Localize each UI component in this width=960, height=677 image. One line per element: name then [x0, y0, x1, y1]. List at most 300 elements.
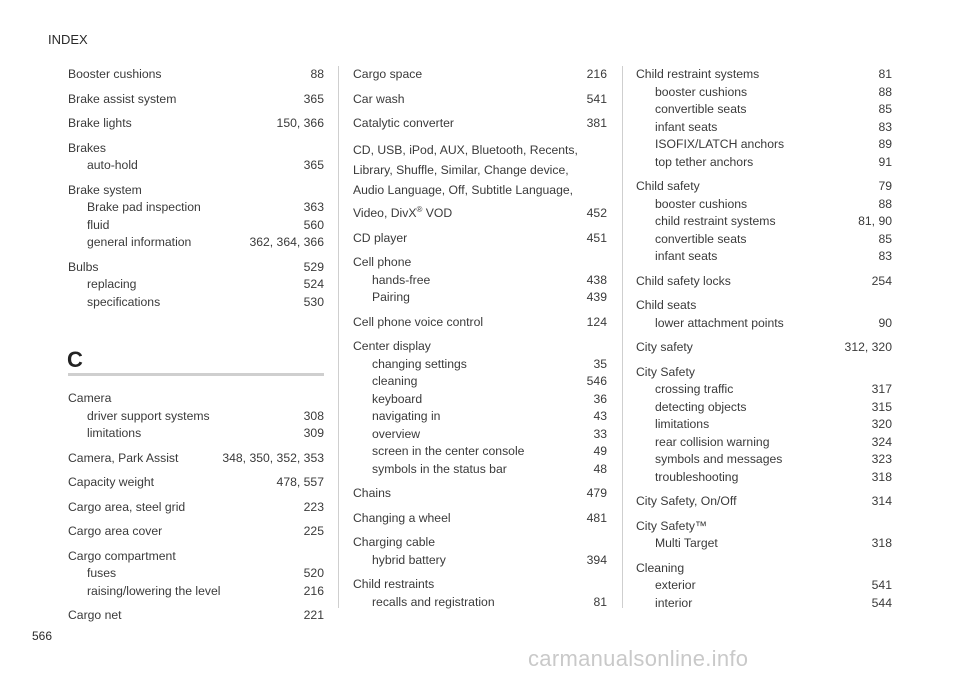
- entry-term: [68, 182, 142, 200]
- index-entry-row: [636, 518, 892, 536]
- subentry-term: [655, 577, 696, 595]
- index-entry: [68, 66, 324, 84]
- term-text: limitations: [87, 426, 142, 440]
- index-subentry: [353, 408, 607, 426]
- page-reference: 48: [593, 461, 607, 476]
- page-reference: 529: [303, 259, 324, 274]
- subentry-term: [372, 272, 430, 290]
- index-entry: [68, 115, 324, 133]
- page-reference: 81, 90: [858, 214, 892, 228]
- term-text: Camera: [68, 391, 112, 405]
- page-reference: 216: [303, 583, 324, 598]
- subentry-term: [655, 136, 784, 154]
- entry-term: [68, 259, 99, 277]
- index-entry-row: [68, 474, 324, 492]
- entry-term: [68, 115, 132, 133]
- subentry-term: [655, 469, 738, 487]
- entry-term: [68, 499, 185, 517]
- index-entry-row: [636, 493, 892, 511]
- index-entry: [353, 140, 607, 223]
- term-text: Child safety locks: [636, 273, 731, 288]
- entry-term: [353, 338, 431, 356]
- index-entry-row: [353, 91, 607, 109]
- term-text: Bulbs: [68, 259, 99, 274]
- term-text: Child safety: [636, 179, 700, 193]
- index-subentry: [68, 565, 324, 583]
- term-text: City Safety: [636, 364, 695, 379]
- index-entry: [68, 499, 324, 517]
- entry-term: [636, 273, 731, 291]
- term-text: Car wash: [353, 91, 405, 106]
- index-entry: [353, 66, 607, 84]
- subentry-term: [655, 154, 753, 172]
- entry-term: [636, 66, 759, 84]
- index-subentry: [353, 426, 607, 444]
- index-entry: [636, 339, 892, 357]
- term-text: raising/lowering the level: [87, 583, 221, 598]
- page-reference: 223: [303, 499, 324, 514]
- term-text: fuses: [87, 566, 117, 580]
- index-subentry: [636, 101, 892, 119]
- index-subentry: [636, 381, 892, 399]
- term-text: top tether anchors: [655, 154, 754, 169]
- entry-term: [636, 178, 700, 196]
- page-reference: 479: [586, 486, 607, 501]
- page-reference: 439: [586, 290, 607, 305]
- page-reference: 79: [878, 179, 892, 193]
- entry-term: [636, 364, 695, 382]
- entry-term: [68, 66, 162, 84]
- page-reference: 318: [871, 469, 892, 484]
- index-subentry: [68, 425, 324, 443]
- subentry-term: [372, 373, 417, 391]
- entry-term: [353, 576, 434, 594]
- term-text: replacing: [87, 277, 137, 291]
- term-text: Child seats: [636, 298, 697, 312]
- page-reference: 83: [878, 249, 892, 263]
- index-subentry: [68, 217, 324, 235]
- page-reference: 324: [871, 434, 892, 449]
- term-text: Brake assist system: [68, 91, 177, 106]
- page-reference: 323: [871, 452, 892, 466]
- term-text: Charging cable: [353, 535, 435, 550]
- index-entry-row: [68, 548, 324, 566]
- subentry-term: [372, 289, 410, 307]
- page-reference: 91: [878, 154, 892, 169]
- page-reference: 43: [593, 409, 607, 424]
- entry-term: [636, 493, 736, 511]
- page-reference: 320: [871, 417, 892, 431]
- index-subentry: [636, 119, 892, 137]
- term-text: cleaning: [372, 374, 418, 389]
- index-entry-row: [353, 338, 607, 356]
- term-text: changing settings: [372, 356, 467, 371]
- subentry-term: [372, 552, 446, 570]
- page-reference: 314: [871, 494, 892, 508]
- index-entry-row: [68, 259, 324, 277]
- entries-c-2: [353, 66, 607, 611]
- index-entry: [636, 560, 892, 613]
- subentry-term: [655, 399, 746, 417]
- page-reference: 315: [871, 399, 892, 414]
- index-entry: [68, 140, 324, 175]
- page-reference: 89: [878, 137, 892, 151]
- subentry-term: [655, 248, 717, 266]
- subentry-term: [87, 565, 116, 583]
- page-reference: 225: [303, 524, 324, 538]
- page-number: 566: [32, 629, 53, 643]
- index-entry-row: [353, 254, 607, 272]
- term-text: Camera, Park Assist: [68, 450, 179, 465]
- page-reference: 88: [878, 196, 892, 211]
- index-entry-row: [636, 297, 892, 315]
- page-reference: 365: [303, 91, 324, 106]
- term-text: symbols in the status bar: [372, 461, 507, 476]
- index-entry: [636, 518, 892, 553]
- subentry-term: [372, 443, 524, 461]
- term-text: recalls and registration: [372, 594, 495, 609]
- index-subentry: [636, 434, 892, 452]
- subentry-term: [655, 381, 733, 399]
- index-subentry: [636, 84, 892, 102]
- index-subentry: [636, 535, 892, 553]
- term-text: Cell phone: [353, 255, 412, 270]
- index-entry-row: [353, 534, 607, 552]
- subentry-term: [87, 217, 109, 235]
- index-subentry: [68, 583, 324, 601]
- index-entry: [636, 493, 892, 511]
- term-text: screen in the center console: [372, 444, 525, 459]
- page-reference: 452: [586, 205, 607, 220]
- index-subentry: [353, 461, 607, 479]
- term-text: symbols and messages: [655, 452, 783, 466]
- index-subentry: [636, 248, 892, 266]
- page-reference: 88: [878, 84, 892, 99]
- subentry-term: [372, 594, 495, 612]
- subentry-term: [655, 101, 746, 119]
- term-text: Chains: [353, 486, 391, 501]
- page-reference: 36: [593, 391, 607, 406]
- term-text: Brakes: [68, 140, 106, 155]
- subentry-term: [655, 196, 747, 214]
- index-entry-row: [68, 523, 324, 541]
- page-reference: 520: [303, 566, 324, 580]
- term-text: driver support systems: [87, 408, 210, 423]
- entry-term: [68, 548, 176, 566]
- entry-term: [353, 66, 422, 84]
- index-entry-row: [353, 576, 607, 594]
- term-text: Capacity weight: [68, 475, 155, 489]
- index-entry: [353, 338, 607, 478]
- page-reference: 254: [871, 273, 892, 288]
- subentry-term: [87, 199, 201, 217]
- index-entry: [353, 230, 607, 248]
- page-reference: 150, 366: [276, 116, 324, 130]
- entry-term: [68, 474, 154, 492]
- index-subentry: [353, 443, 607, 461]
- index-subentry: [636, 469, 892, 487]
- index-entry: [353, 534, 607, 569]
- index-entry-row: [68, 499, 324, 517]
- term-text: CD, USB, iPod, AUX, Bluetooth, Recents, Library, Shuffle, Similar, Change device, Audio Language, Off, Subtitle Language, Video, DivX: [353, 142, 578, 220]
- index-entry-row: [353, 314, 607, 332]
- index-subentry: [353, 272, 607, 290]
- subentry-term: [372, 391, 422, 409]
- index-entry: [68, 548, 324, 601]
- subentry-term: [655, 595, 692, 613]
- letter-section-header: [68, 349, 324, 376]
- subentry-term: [372, 426, 420, 444]
- page-reference: 317: [871, 382, 892, 396]
- page-reference: 318: [871, 536, 892, 550]
- index-column-2: [353, 66, 607, 618]
- entry-term: [353, 510, 451, 528]
- index-subentry: [636, 595, 892, 613]
- subentry-term: [655, 535, 718, 553]
- entry-term: [68, 91, 176, 109]
- page-reference: 216: [586, 67, 607, 81]
- term-text: convertible seats: [655, 231, 747, 246]
- term-text: Changing a wheel: [353, 510, 451, 525]
- term-text: navigating in: [372, 409, 441, 424]
- entry-term: [68, 607, 122, 625]
- subentry-term: [87, 294, 160, 312]
- entry-term: [353, 230, 407, 248]
- index-entry-row: [68, 115, 324, 133]
- index-entry-row: [636, 273, 892, 291]
- index-subentry: [68, 199, 324, 217]
- index-entry-row: [353, 115, 607, 133]
- term-text: Cargo net: [68, 608, 122, 622]
- page-reference: 544: [871, 595, 892, 610]
- page-reference: 83: [878, 119, 892, 134]
- index-subentry: [636, 231, 892, 249]
- entry-term: [68, 390, 111, 408]
- subentry-term: [87, 425, 141, 443]
- index-subentry: [353, 356, 607, 374]
- term-text: Brake system: [68, 182, 142, 197]
- page-reference: 381: [586, 116, 607, 130]
- index-subentry: [68, 294, 324, 312]
- term-text: lower attachment points: [655, 315, 784, 330]
- term-text: Cargo area, steel grid: [68, 499, 186, 514]
- term-text: Multi Target: [655, 536, 718, 550]
- term-text: Booster cushions: [68, 67, 162, 81]
- index-entry: [353, 314, 607, 332]
- term-text: hands-free: [372, 272, 431, 287]
- entry-term: [353, 91, 404, 109]
- term-text: Pairing: [372, 290, 410, 305]
- subentry-term: [655, 416, 709, 434]
- subentry-term: [87, 408, 210, 426]
- index-subentry: [636, 577, 892, 595]
- entry-term: [68, 140, 106, 158]
- page-reference: 49: [593, 444, 607, 459]
- index-entry: [68, 523, 324, 541]
- term-text: Child restraint systems: [636, 67, 760, 81]
- index-subentry: [68, 234, 324, 252]
- term-text: Brake pad inspection: [87, 200, 201, 214]
- page-reference: 35: [593, 356, 607, 371]
- term-tail: VOD: [422, 205, 453, 220]
- term-text: convertible seats: [655, 102, 747, 116]
- index-subentry: [68, 157, 324, 175]
- index-entry-row: [353, 140, 607, 223]
- page-reference: 394: [586, 552, 607, 567]
- index-entry-row: [68, 91, 324, 109]
- index-entry-row: [68, 390, 324, 408]
- index-entry: [636, 297, 892, 332]
- entries-c-3: [636, 66, 892, 612]
- page-reference: 363: [303, 200, 324, 214]
- term-text: Catalytic converter: [353, 116, 454, 130]
- subentry-term: [655, 315, 784, 333]
- page-reference: 438: [586, 272, 607, 287]
- page-reference: 90: [878, 315, 892, 330]
- term-text: Cargo area cover: [68, 524, 163, 538]
- index-entry: [68, 259, 324, 312]
- index-entry: [353, 115, 607, 133]
- page-reference: 124: [586, 314, 607, 329]
- subentry-term: [655, 119, 717, 137]
- index-entry: [68, 182, 324, 252]
- index-entry: [353, 485, 607, 503]
- entry-term: [636, 297, 696, 315]
- index-entry: [636, 273, 892, 291]
- index-entry: [353, 91, 607, 109]
- index-subentry: [353, 373, 607, 391]
- subentry-term: [87, 234, 191, 252]
- entries-c: [68, 390, 324, 625]
- page-reference: 81: [878, 67, 892, 81]
- term-text: rear collision warning: [655, 434, 770, 449]
- index-entry: [68, 91, 324, 109]
- column-divider: [622, 66, 623, 608]
- index-entry-row: [68, 140, 324, 158]
- index-entry: [636, 178, 892, 266]
- index-entry: [68, 450, 324, 468]
- section-divider: [68, 373, 324, 376]
- index-entry: [68, 474, 324, 492]
- page-reference: 308: [303, 408, 324, 423]
- term-text: detecting objects: [655, 399, 747, 414]
- index-column-1: [68, 66, 324, 632]
- index-subentry: [353, 594, 607, 612]
- index-entry-row: [636, 364, 892, 382]
- subentry-term: [372, 356, 467, 374]
- section-letter: C: [67, 347, 83, 372]
- index-entry-row: [636, 66, 892, 84]
- subentry-term: [655, 451, 782, 469]
- index-entry-row: [68, 607, 324, 625]
- subentry-term: [655, 434, 769, 452]
- index-entry-row: [636, 560, 892, 578]
- page-reference: 33: [593, 426, 607, 441]
- term-text: auto-hold: [87, 158, 138, 172]
- term-text: general information: [87, 235, 192, 249]
- page-reference: 478, 557: [276, 475, 324, 489]
- term-text: limitations: [655, 417, 710, 431]
- term-text: Cargo space: [353, 67, 423, 81]
- index-entry-row: [68, 182, 324, 200]
- index-entry-row: [353, 485, 607, 503]
- entry-term: [353, 140, 579, 223]
- term-text: fluid: [87, 217, 110, 232]
- index-entry: [636, 66, 892, 171]
- entry-term: [636, 560, 684, 578]
- page-reference: 530: [303, 294, 324, 309]
- page-reference: 85: [878, 102, 892, 116]
- term-text: crossing traffic: [655, 382, 734, 396]
- index-subentry: [68, 408, 324, 426]
- entry-term: [353, 115, 454, 133]
- page-reference: 546: [586, 374, 607, 389]
- index-entry: [353, 254, 607, 307]
- term-text: Brake lights: [68, 116, 132, 130]
- page-reference: 221: [303, 608, 324, 622]
- term-text: infant seats: [655, 119, 718, 134]
- subentry-term: [655, 84, 747, 102]
- index-subentry: [636, 416, 892, 434]
- subentry-term: [655, 213, 776, 231]
- page-reference: 560: [303, 217, 324, 232]
- page-reference: 365: [303, 158, 324, 172]
- entry-term: [68, 523, 162, 541]
- index-subentry: [636, 136, 892, 154]
- term-text: keyboard: [372, 391, 423, 406]
- term-text: troubleshooting: [655, 469, 739, 484]
- subentry-term: [372, 461, 507, 479]
- page-reference: 541: [871, 578, 892, 592]
- index-entry-row: [353, 66, 607, 84]
- term-text: Center display: [353, 339, 431, 354]
- term-text: interior: [655, 595, 693, 610]
- index-subentry: [636, 213, 892, 231]
- index-subentry: [636, 315, 892, 333]
- index-entry-row: [636, 339, 892, 357]
- page-reference: 541: [586, 91, 607, 106]
- term-text: hybrid battery: [372, 552, 446, 567]
- index-subentry: [353, 552, 607, 570]
- column-divider: [338, 66, 339, 608]
- page-reference: 481: [586, 510, 607, 525]
- page-reference: 312, 320: [844, 340, 892, 354]
- term-text: overview: [372, 426, 421, 441]
- index-entry-row: [353, 510, 607, 528]
- term-text: Cargo compartment: [68, 548, 176, 563]
- term-text: City safety: [636, 340, 693, 354]
- index-entry-row: [68, 450, 324, 468]
- index-entry-row: [636, 178, 892, 196]
- index-entry: [353, 576, 607, 611]
- index-entry: [68, 390, 324, 443]
- watermark: carmanualsonline.info: [528, 646, 749, 671]
- entry-term: [636, 339, 693, 357]
- page-reference: 81: [593, 594, 607, 609]
- page-reference: 88: [310, 67, 324, 81]
- entry-term: [353, 254, 411, 272]
- term-text: Cleaning: [636, 560, 685, 575]
- entry-term: [68, 450, 178, 468]
- index-entry: [636, 364, 892, 487]
- index-subentry: [636, 451, 892, 469]
- registered-mark: ®: [416, 204, 423, 214]
- index-subentry: [636, 399, 892, 417]
- subentry-term: [655, 231, 746, 249]
- subentry-term: [87, 157, 138, 175]
- entries-b: [68, 66, 324, 311]
- page-reference: 362, 364, 366: [249, 235, 324, 249]
